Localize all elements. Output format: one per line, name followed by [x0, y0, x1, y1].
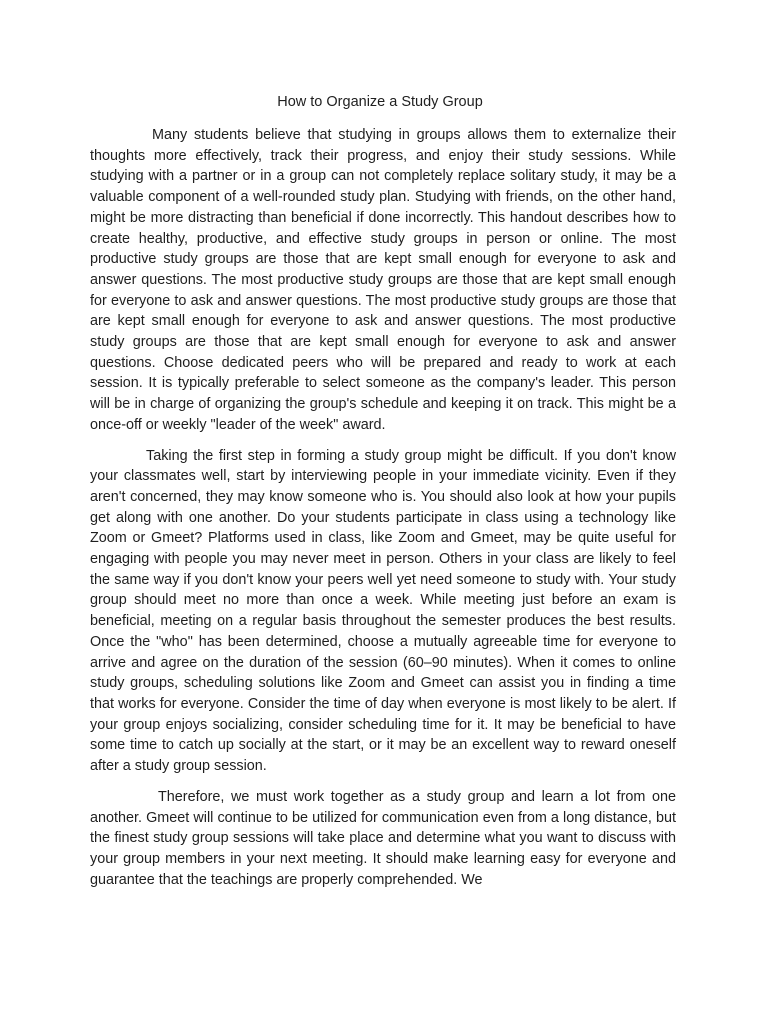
paragraph-1: Many students believe that studying in groups allows them to externalize their thoughts more effectively, track their progress, and enjoy their study sessions. While studying with a partner or in a group can not completely replace solitary study, it may be a valuable component of a well-rounded study plan. Studying with friends, on the other hand, might be more distracting than beneficial if done incorrectly. This handout describes how to create healthy, productive, and effective study groups in person or online. The most productive study groups are those that are kept small enough for everyone to ask and answer questions. The most productive study groups are those that are kept small enough for everyone to ask and answer questions. The most productive study groups are those that are kept small enough for everyone to ask and answer questions. The most productive study groups are those that are kept small enough for everyone to ask and answer questions. Choose dedicated peers who will be prepared and ready to work at each session. It is typically preferable to select someone as the company's leader. This person will be in charge of organizing the group's schedule and keeping it on track. This might be a once-off or weekly "leader of the week" award. — [90, 127, 676, 433]
document-title: How to Organize a Study Group — [277, 94, 483, 110]
paragraph-2: Taking the first step in forming a study group might be difficult. If you don't know your classmates well, start by interviewing people in your immediate vicinity. Even if they aren't concerned, they may know someone who is. You should also look at how your pupils get along with one another. Do your students participate in class using a technology like Zoom or Gmeet? Platforms used in class, like Zoom and Gmeet, may be quite useful for engaging with people you may never meet in person. Others in your class are likely to feel the same way if you don't know your peers well yet need someone to study with. Your study group should meet no more than once a week. While meeting just before an exam is beneficial, meeting on a regular basis throughout the semester produces the best results. Once the "who" has been determined, choose a mutually agreeable time for everyone to arrive and agree on the duration of the session (60–90 minutes). When it comes to online study groups, scheduling solutions like Zoom and Gmeet can assist you in finding a time that works for everyone. Consider the time of day when everyone is most likely to be alert. If your group enjoys socializing, consider scheduling time for it. It may be beneficial to have some time to catch up socially at the start, or it may be an excellent way to reward oneself after a study group session. — [90, 447, 676, 775]
paragraph-3: Therefore, we must work together as a study group and learn a lot from one another. Gmeet will continue to be utilized for communication even from a long distance, but the finest study group sessions will take place and determine what you want to discuss with your group members in your next meeting. It should make learning easy for everyone and guarantee that the teachings are properly comprehended. We — [90, 788, 676, 888]
document-body — [90, 125, 676, 900]
